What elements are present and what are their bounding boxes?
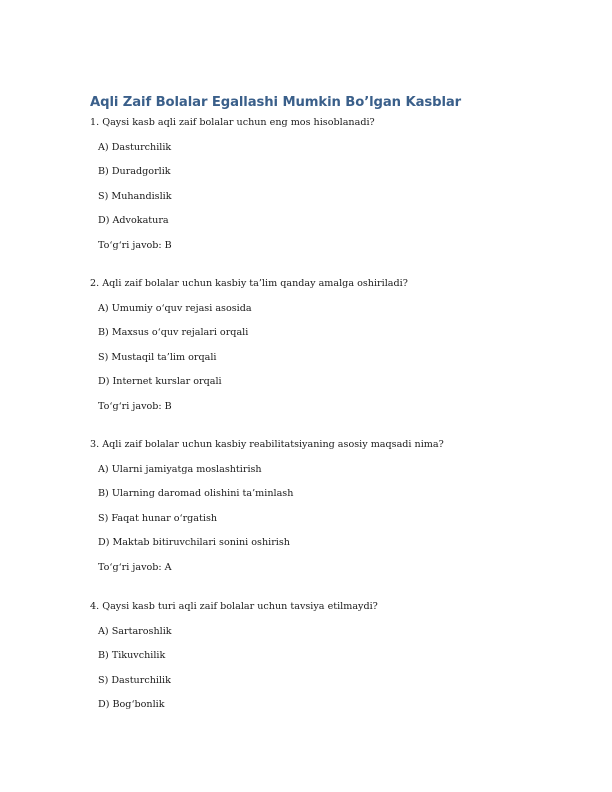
- correct-answer: To‘g‘ri javob: A: [98, 561, 172, 573]
- option-d: D) Bog‘bonlik: [98, 699, 165, 711]
- option-list: [90, 625, 590, 712]
- option-a: A) Sartaroshlik: [98, 625, 172, 637]
- correct-answer: To‘g‘ri javob: B: [98, 239, 172, 251]
- option-d: D) Maktab bitiruvchilari sonini oshirish: [98, 537, 290, 549]
- option-list: [90, 463, 590, 550]
- option-s: S) Muhandislik: [98, 190, 172, 202]
- question-text: 1. Qaysi kasb aqli zaif bolalar uchun eng mos hisoblanadi?: [90, 117, 375, 128]
- option-a: A) Umumiy o‘quv rejasi asosida: [98, 302, 252, 314]
- option-s: S) Dasturchilik: [98, 674, 171, 686]
- option-s: S) Faqat hunar o‘rgatish: [98, 512, 218, 524]
- option-s: S) Mustaqil ta’lim orqali: [98, 351, 217, 363]
- question-block-2: [90, 277, 590, 413]
- option-b: B) Maxsus o‘quv rejalari orqali: [98, 327, 249, 339]
- question-block-4: [90, 600, 590, 711]
- question-block-3: [90, 438, 590, 574]
- option-list: [90, 302, 590, 389]
- option-a: A) Dasturchilik: [98, 141, 172, 153]
- question-text: 3. Aqli zaif bolalar uchun kasbiy reabilitatsiyaning asosiy maqsadi nima?: [90, 439, 444, 450]
- option-b: B) Tikuvchilik: [98, 650, 166, 662]
- option-d: D) Advokatura: [98, 215, 169, 227]
- option-d: D) Internet kurslar orqali: [98, 376, 222, 388]
- question-text: 2. Aqli zaif bolalar uchun kasbiy ta’lim qanday amalga oshiriladi?: [90, 278, 408, 289]
- question-text: 4. Qaysi kasb turi aqli zaif bolalar uchun tavsiya etilmaydi?: [90, 601, 378, 612]
- option-a: A) Ularni jamiyatga moslashtirish: [98, 463, 262, 475]
- option-b: B) Duradgorlik: [98, 166, 171, 178]
- option-list: [90, 141, 590, 228]
- correct-answer: To‘g‘ri javob: B: [98, 400, 172, 412]
- question-block-1: [90, 116, 590, 252]
- option-b: B) Ularning daromad olishini ta’minlash: [98, 488, 294, 500]
- document-title: Aqli Zaif Bolalar Egallashi Mumkin Bo’lgan Kasblar: [90, 95, 462, 110]
